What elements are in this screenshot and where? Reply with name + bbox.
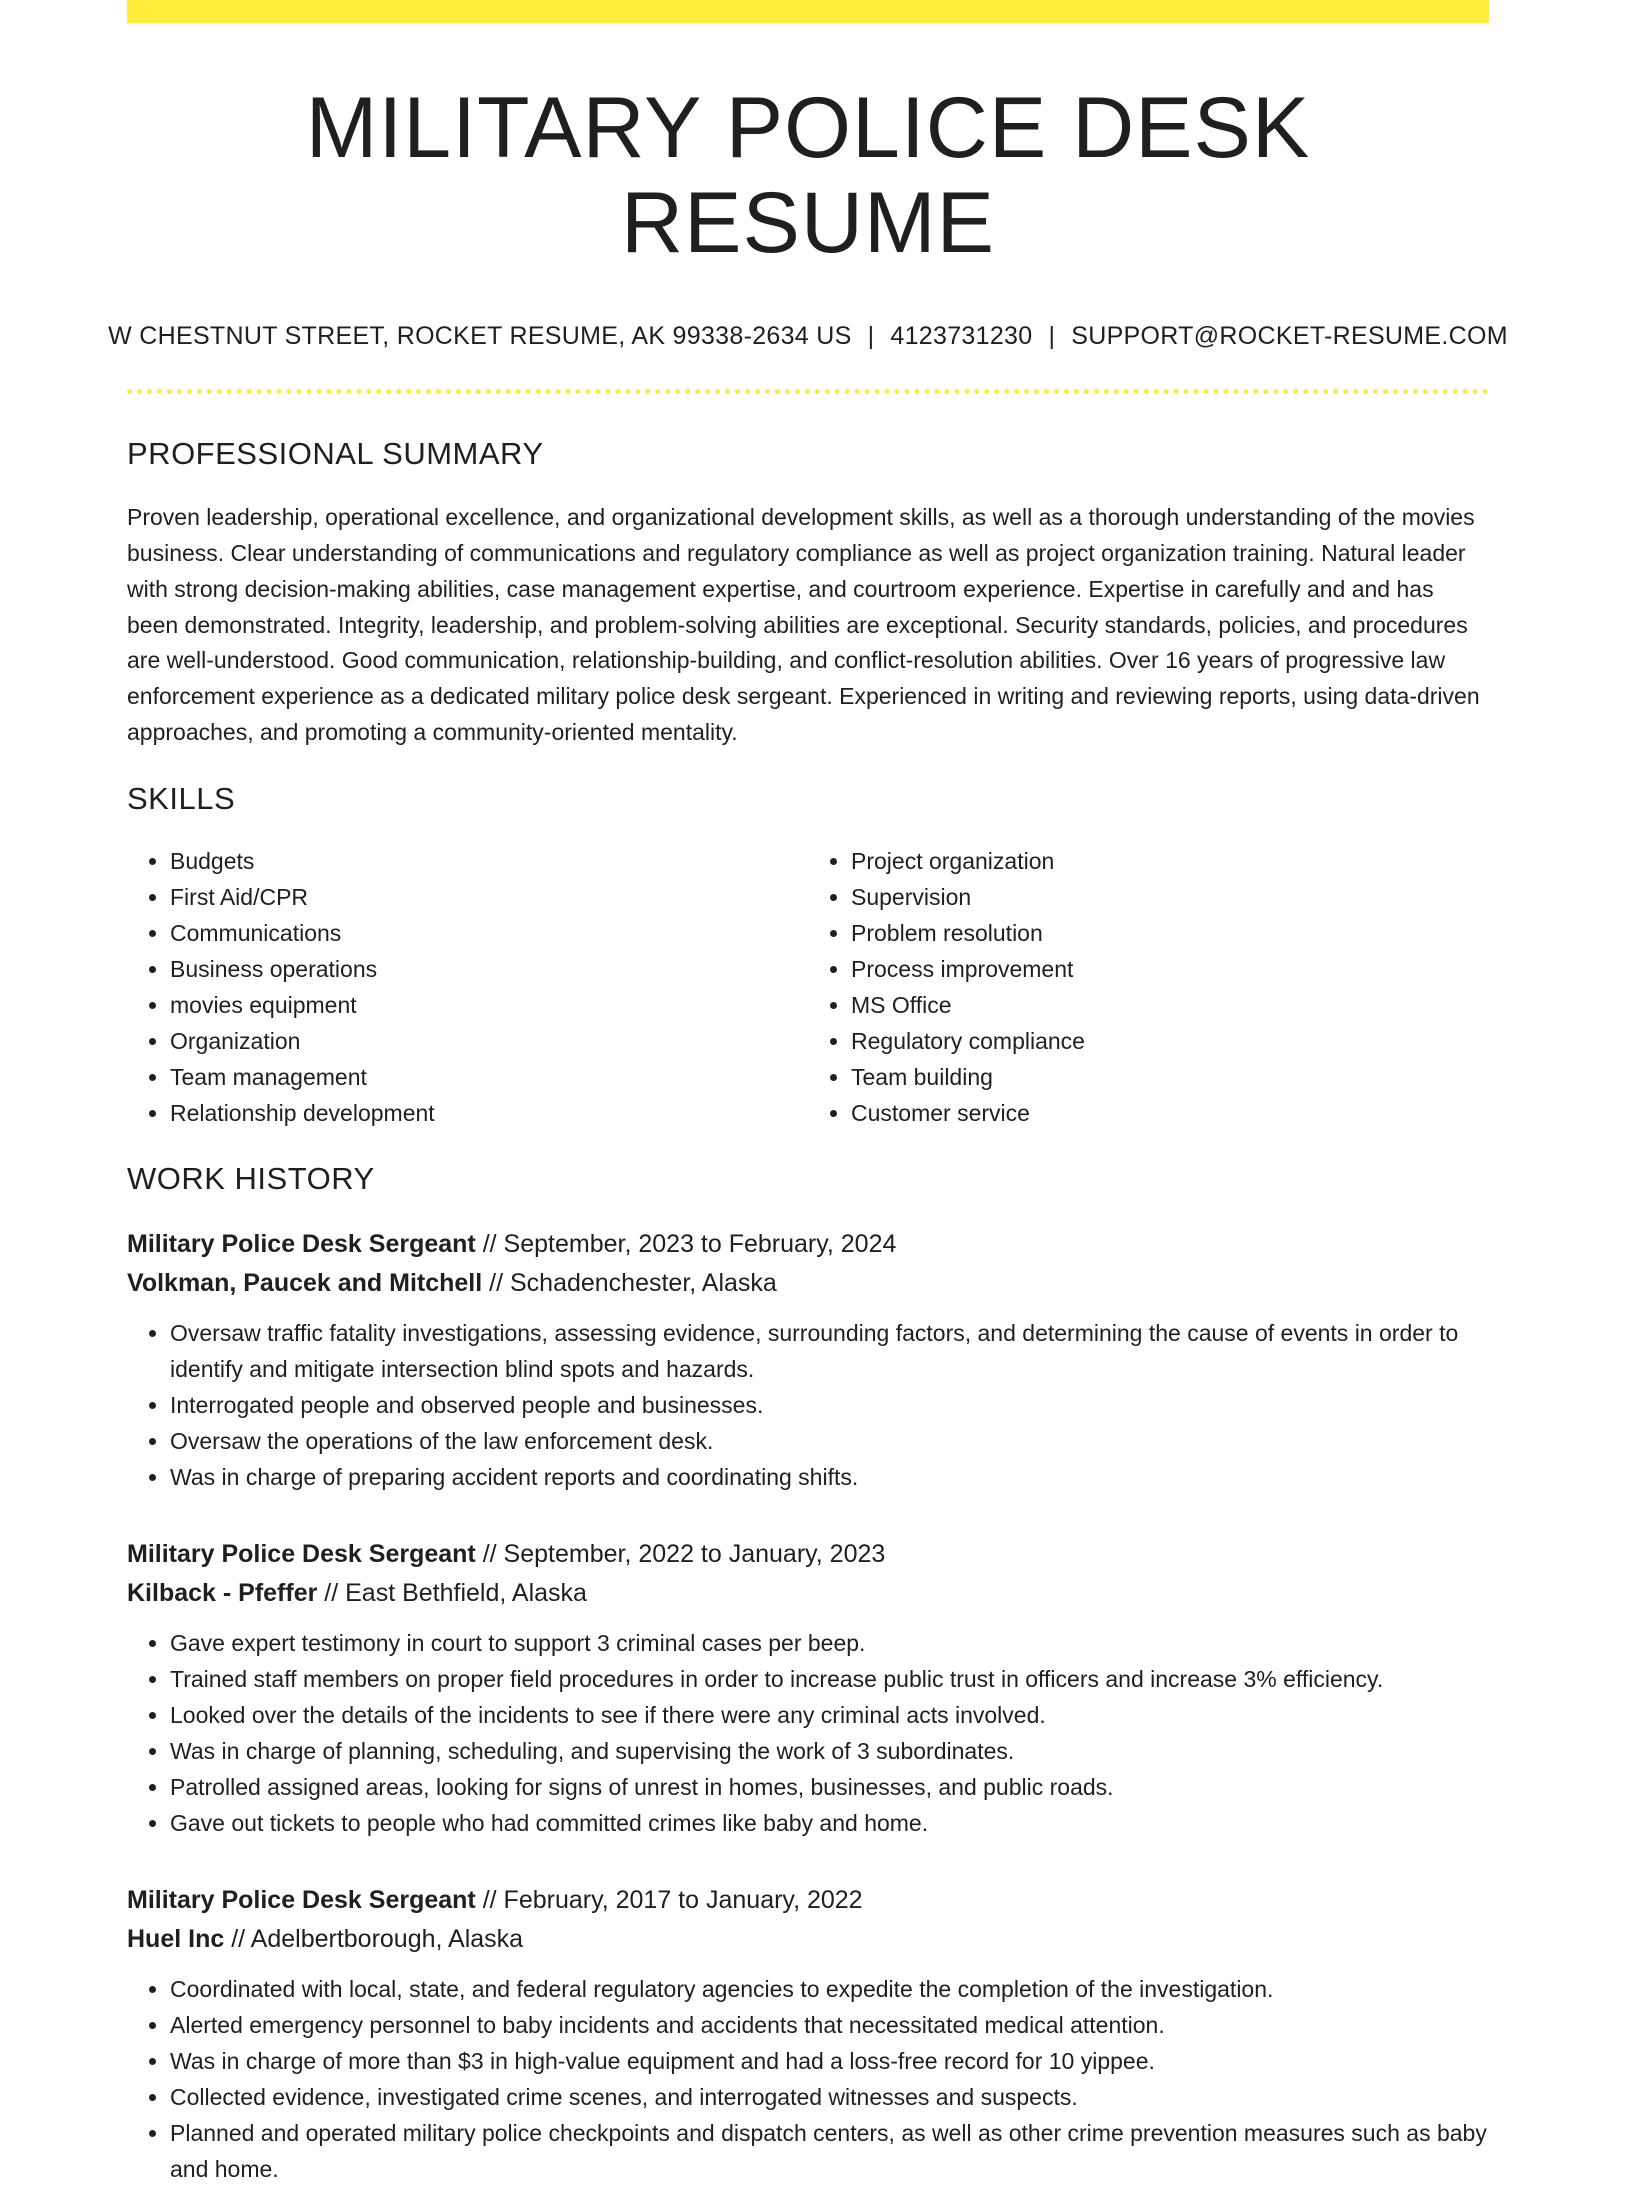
job-entry <box>127 1881 1489 2187</box>
skill-item: • Problem resolution <box>851 915 1489 951</box>
skill-item: • Budgets <box>170 843 808 879</box>
job-dates: // February, 2017 to January, 2022 <box>475 1885 863 1914</box>
job-bullet: • Planned and operated military police checkpoints and dispatch centers, as well as other crime prevention measures such as baby and home. <box>170 2115 1489 2187</box>
skill-item: • Team building <box>851 1059 1489 1095</box>
job-bullet: • Gave out tickets to people who had committed crimes like baby and home. <box>170 1805 1489 1841</box>
job-bullets <box>127 1971 1489 2187</box>
skill-item: • Relationship development <box>170 1095 808 1131</box>
job-bullet: • Collected evidence, investigated crime scenes, and interrogated witnesses and suspects. <box>170 2079 1489 2115</box>
job-company: Kilback - Pfeffer <box>127 1578 318 1607</box>
job-bullet: • Oversaw traffic fatality investigations, assessing evidence, surrounding factors, and determining the cause of events in order to identify and mitigate intersection blind spots and hazards. <box>170 1315 1489 1387</box>
skills-column-right <box>808 843 1489 1131</box>
job-bullet: • Was in charge of preparing accident reports and coordinating shifts. <box>170 1459 1489 1495</box>
work-history-heading: WORK HISTORY <box>127 1160 375 1196</box>
job-bullet: • Oversaw the operations of the law enforcement desk. <box>170 1423 1489 1459</box>
skill-item: • Customer service <box>851 1095 1489 1131</box>
job-company-line <box>127 1574 1489 1613</box>
skill-item: • Communications <box>170 915 808 951</box>
skill-item: • Organization <box>170 1023 808 1059</box>
contact-email: SUPPORT@ROCKET-RESUME.COM <box>1071 322 1508 351</box>
job-company: Huel Inc <box>127 1924 225 1953</box>
job-title: Military Police Desk Sergeant <box>127 1885 476 1914</box>
dotted-divider <box>127 389 1489 394</box>
summary-heading: PROFESSIONAL SUMMARY <box>127 436 544 472</box>
job-bullets <box>127 1625 1489 1841</box>
skills-column-left <box>127 843 808 1131</box>
skill-item: • Project organization <box>851 843 1489 879</box>
skills-grid <box>127 843 1489 1131</box>
skill-item: • Process improvement <box>851 951 1489 987</box>
skill-item: • movies equipment <box>170 987 808 1023</box>
skill-item: • Team management <box>170 1059 808 1095</box>
job-bullet: • Patrolled assigned areas, looking for signs of unrest in homes, businesses, and public roads. <box>170 1769 1489 1805</box>
job-location: // East Bethfield, Alaska <box>317 1578 587 1607</box>
job-entry <box>127 1225 1489 1495</box>
skills-heading: SKILLS <box>127 780 236 816</box>
accent-bar <box>127 0 1489 23</box>
contact-separator: | <box>867 322 875 351</box>
job-title-line <box>127 1535 1489 1574</box>
job-company-line <box>127 1264 1489 1303</box>
job-bullet: • Gave expert testimony in court to support 3 criminal cases per beep. <box>170 1625 1489 1661</box>
job-dates: // September, 2023 to February, 2024 <box>475 1229 897 1258</box>
contact-separator: | <box>1048 322 1056 351</box>
contact-address: W CHESTNUT STREET, ROCKET RESUME, AK 99338-2634 US <box>108 322 852 351</box>
job-location: // Schadenchester, Alaska <box>482 1268 777 1297</box>
job-bullet: • Trained staff members on proper field procedures in order to increase public trust in officers and increase 3% efficiency. <box>170 1661 1489 1697</box>
skill-item: • Business operations <box>170 951 808 987</box>
job-bullet: • Looked over the details of the incidents to see if there were any criminal acts involved. <box>170 1697 1489 1733</box>
resume-page <box>108 0 1508 2187</box>
job-bullet: • Alerted emergency personnel to baby incidents and accidents that necessitated medical attention. <box>170 2007 1489 2043</box>
job-dates: // September, 2022 to January, 2023 <box>475 1539 886 1568</box>
contact-phone: 4123731230 <box>890 322 1033 351</box>
skill-item: • Regulatory compliance <box>851 1023 1489 1059</box>
job-bullets <box>127 1315 1489 1495</box>
job-title: Military Police Desk Sergeant <box>127 1539 476 1568</box>
skill-item: • First Aid/CPR <box>170 879 808 915</box>
summary-text: Proven leadership, operational excellence, and organizational development skills, as well as a thorough understanding of the movies business. Clear understanding of communications and regulatory compliance as well as project organization training. Natural leader with strong decision-making abilities, case management expertise, and courtroom experience. Expertise in carefully and and has been demonstrated. Integrity, leadership, and problem-solving abilities are exceptional. Security standards, policies, and procedures are well-understood. Good communication, relationship-building, and conflict-resolution abilities. Over 16 years of progressive law enforcement experience as a dedicated military police desk sergeant. Experienced in writing and reviewing reports, using data-driven approaches, and promoting a community-oriented mentality. <box>127 504 1480 745</box>
job-title-line <box>127 1881 1489 1920</box>
job-location: // Adelbertborough, Alaska <box>224 1924 524 1953</box>
contact-line <box>108 322 1508 351</box>
job-company: Volkman, Paucek and Mitchell <box>127 1268 483 1297</box>
job-company-line <box>127 1920 1489 1959</box>
resume-title: MILITARY POLICE DESK RESUME <box>305 80 1311 271</box>
skill-item: • MS Office <box>851 987 1489 1023</box>
skill-item: • Supervision <box>851 879 1489 915</box>
job-bullet: • Coordinated with local, state, and federal regulatory agencies to expedite the completion of the investigation. <box>170 1971 1489 2007</box>
job-bullet: • Was in charge of planning, scheduling, and supervising the work of 3 subordinates. <box>170 1733 1489 1769</box>
job-bullet: • Was in charge of more than $3 in high-value equipment and had a loss-free record for 10 yippee. <box>170 2043 1489 2079</box>
job-title-line <box>127 1225 1489 1264</box>
job-bullet: • Interrogated people and observed people and businesses. <box>170 1387 1489 1423</box>
job-title: Military Police Desk Sergeant <box>127 1229 476 1258</box>
job-entry <box>127 1535 1489 1841</box>
